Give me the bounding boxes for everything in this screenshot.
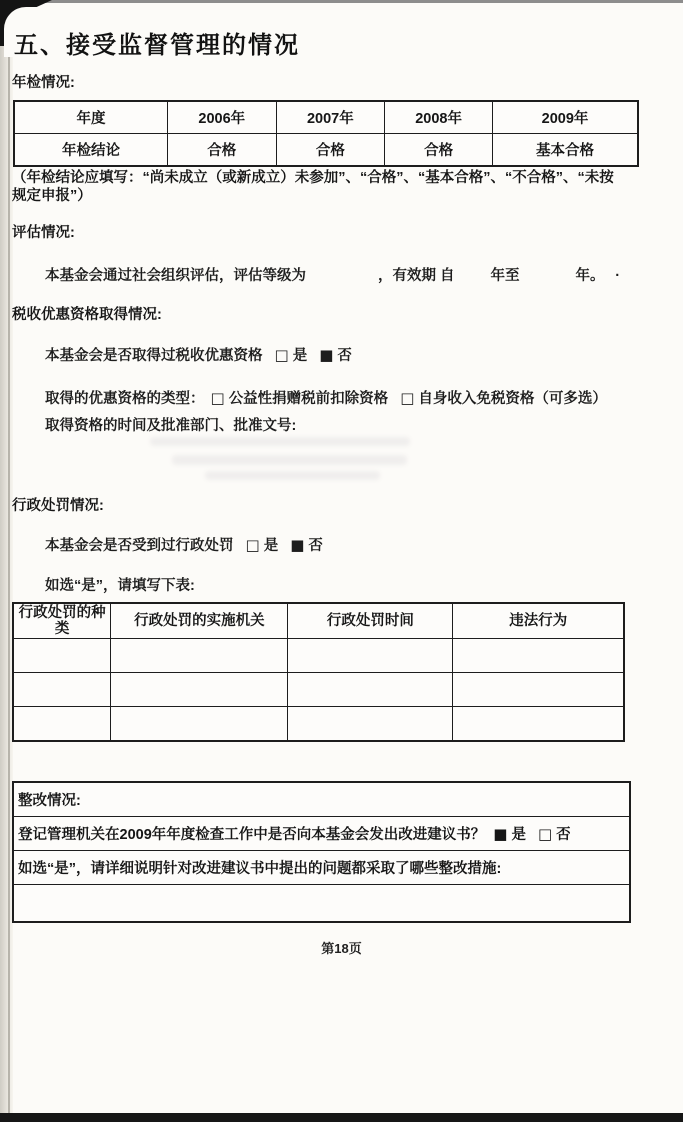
tax-heading: 税收优惠资格取得情况: (12, 307, 162, 323)
rectification-detail-prompt: 如选“是”，请详细说明针对改进建议书中提出的问题都采取了哪些整改措施: (13, 851, 630, 885)
penalty-col-header: 行政处罚的实施机关 (111, 603, 288, 639)
empty-cell (13, 885, 630, 923)
evaluation-line (45, 264, 620, 285)
result-cell: 合格 (385, 134, 493, 167)
annual-inspection-table (13, 100, 639, 167)
empty-cell (13, 707, 111, 742)
annual-note-line1: （年检结论应填写：“尚未成立（或新成立）未参加”、“合格”、“基本合格”、“不合格”、“未按 (12, 170, 614, 186)
year-cell: 2008年 (385, 101, 493, 134)
empty-cell (453, 707, 624, 742)
option1-checkbox-icon: □ (210, 389, 225, 407)
scan-artifact (172, 455, 407, 465)
rectification-box (12, 781, 631, 923)
section-title: 五、接受监督管理的情况 (14, 32, 300, 59)
table-row (14, 101, 638, 134)
penalty-table (12, 602, 625, 742)
tax-approval-line: 取得资格的时间及批准部门、批准文号: (45, 418, 297, 434)
option2-checkbox-icon: □ (400, 389, 415, 407)
penalty-question-line (45, 534, 323, 555)
empty-cell (453, 673, 624, 707)
year-cell: 2006年 (168, 101, 277, 134)
result-label-cell: 年检结论 (14, 134, 168, 167)
empty-cell (288, 639, 453, 673)
result-cell: 基本合格 (493, 134, 638, 167)
penalty-question: 本基金会是否受到过行政处罚 (45, 538, 234, 554)
table-row (13, 673, 624, 707)
empty-cell (111, 673, 288, 707)
table-header-row (13, 603, 624, 639)
penalty-col-header: 行政处罚的种类 (13, 603, 111, 639)
empty-cell (111, 707, 288, 742)
tax-question: 本基金会是否取得过税收优惠资格 (45, 348, 263, 364)
tax-option1: 公益性捐赠税前扣除资格 (228, 391, 389, 407)
yes-label: 是 (511, 827, 526, 843)
no-label: 否 (308, 538, 323, 554)
year-label-cell: 年度 (14, 101, 168, 134)
empty-cell (453, 639, 624, 673)
table-row (14, 134, 638, 167)
penalty-heading: 行政处罚情况: (12, 498, 104, 514)
empty-cell (111, 639, 288, 673)
no-label: 否 (337, 348, 352, 364)
no-checkbox-checked-icon: ■ (290, 536, 305, 554)
penalty-col-header: 行政处罚时间 (288, 603, 453, 639)
scan-top-edge (0, 0, 683, 3)
annual-inspection-heading: 年检情况: (12, 75, 75, 91)
no-label: 否 (556, 827, 571, 843)
table-row (13, 851, 630, 885)
evaluation-text: 年至 (490, 268, 520, 284)
scan-bottom-edge (0, 1113, 683, 1122)
yes-checkbox-unchecked-icon: □ (245, 536, 260, 554)
empty-cell (288, 673, 453, 707)
tax-option2: 自身收入免税资格（可多选） (418, 391, 607, 407)
tax-type-line (45, 387, 607, 408)
table-row (13, 885, 630, 923)
table-row (13, 782, 630, 817)
yes-checkbox-unchecked-icon: □ (274, 346, 289, 364)
tax-type-label: 取得的优惠资格的类型： (45, 391, 205, 407)
scan-dot-mark: · (615, 268, 621, 284)
scan-artifact (205, 471, 380, 480)
tax-question-line (45, 344, 352, 365)
year-cell: 2007年 (276, 101, 385, 134)
rectification-question: 登记管理机关在2009年年度检查工作中是否向本基金会发出改进建议书？ (18, 827, 486, 843)
penalty-col-header: 违法行为 (453, 603, 624, 639)
result-cell: 合格 (168, 134, 277, 167)
scan-artifact (150, 437, 410, 446)
rectification-heading: 整改情况: (13, 782, 630, 817)
evaluation-text: 本基金会通过社会组织评估，评估等级为 (45, 268, 306, 284)
yes-checkbox-checked-icon: ■ (493, 825, 508, 843)
evaluation-heading: 评估情况: (12, 225, 75, 241)
no-checkbox-checked-icon: ■ (319, 346, 334, 364)
yes-label: 是 (292, 348, 308, 364)
evaluation-text: 年。 (575, 268, 598, 284)
result-cell: 合格 (276, 134, 385, 167)
rectification-question-cell (13, 817, 630, 851)
empty-cell (13, 673, 111, 707)
table-row (13, 817, 630, 851)
table-row (13, 707, 624, 742)
no-checkbox-unchecked-icon: □ (537, 825, 553, 843)
annual-note-line2: 规定申报”） (12, 188, 92, 204)
page-number: 第18页 (321, 941, 362, 956)
yes-label: 是 (263, 538, 279, 554)
year-cell: 2009年 (493, 101, 638, 134)
empty-cell (288, 707, 453, 742)
penalty-if-yes-line: 如选“是”，请填写下表: (45, 578, 195, 594)
empty-cell (13, 639, 111, 673)
table-row (13, 639, 624, 673)
evaluation-text: ，有效期 自 (378, 268, 455, 284)
